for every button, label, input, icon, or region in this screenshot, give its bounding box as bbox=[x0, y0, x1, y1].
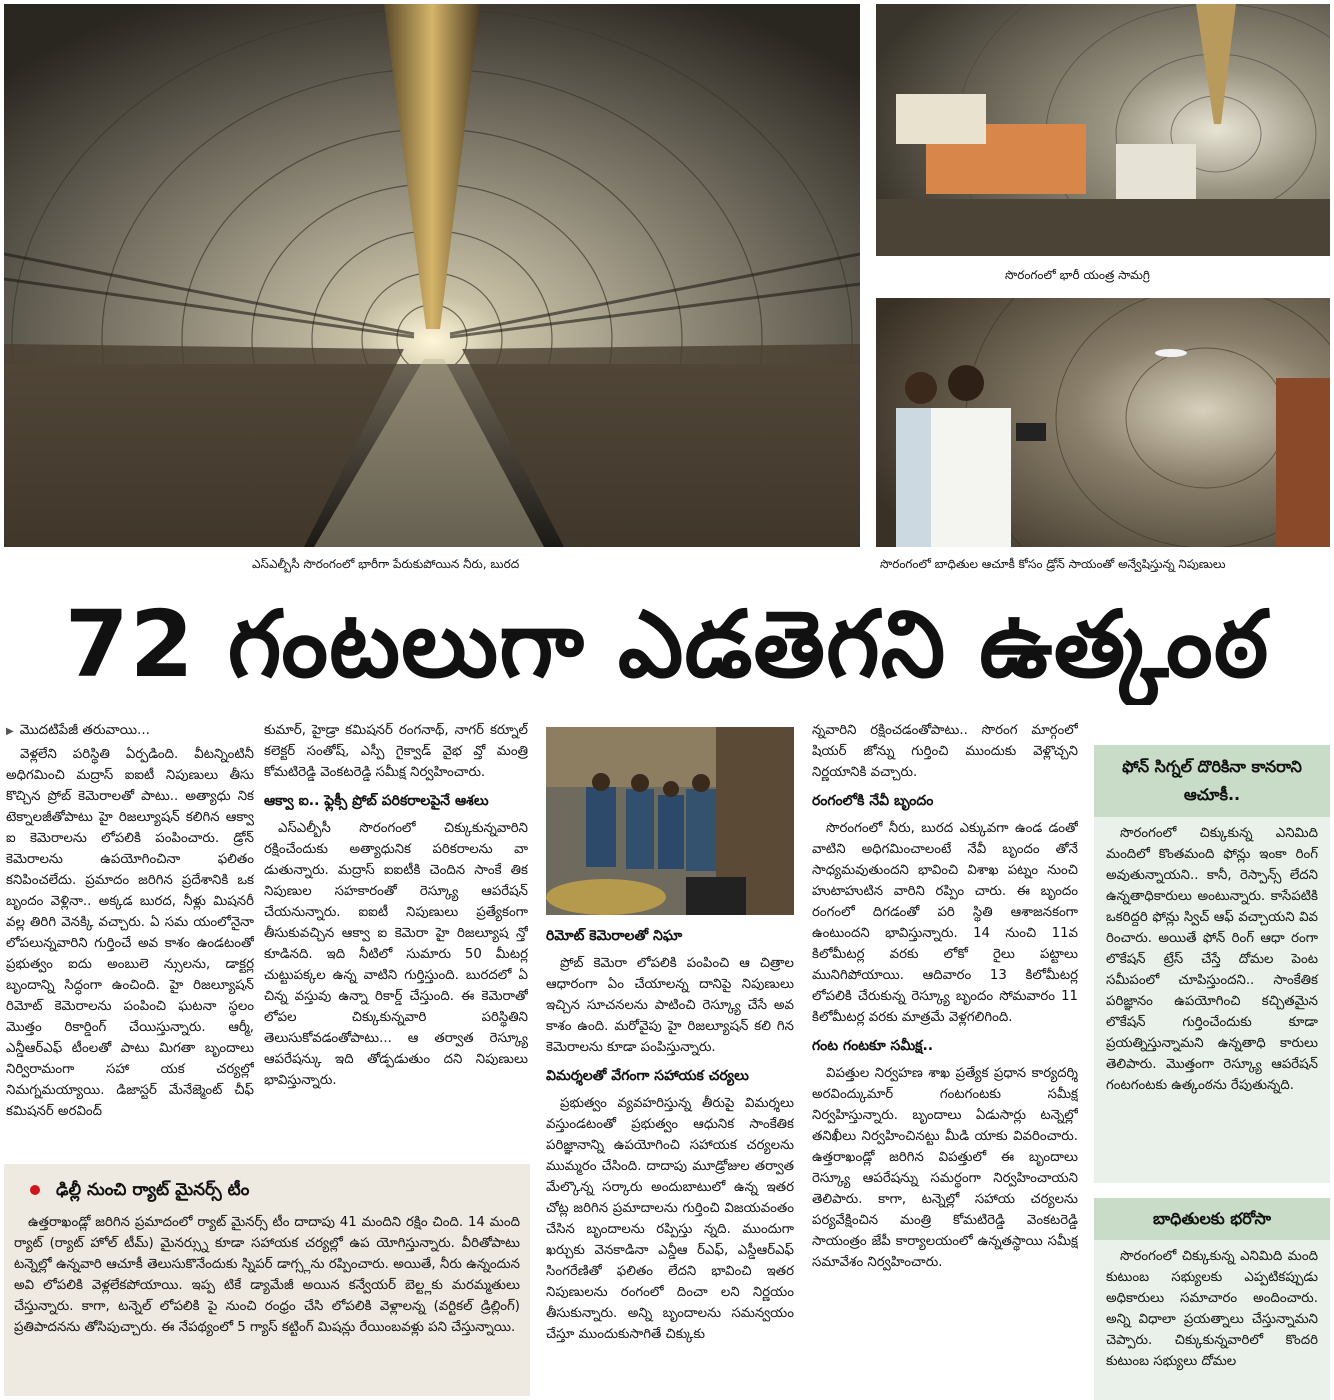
rat-miners-box bbox=[4, 1164, 530, 1396]
remote-camera-photo bbox=[546, 727, 794, 915]
kicker-text: మొదటిపేజీ తరువాయి... bbox=[19, 722, 150, 738]
article-column-2 bbox=[264, 720, 528, 1158]
red-bullet-icon bbox=[30, 1185, 40, 1195]
column-2-body-2: ఎస్ఎల్బీసీ సొరంగంలో చిక్కుకున్నవారిని రక్షించేందుకు అత్యాధునిక పరికరాలను వా డుతున్నారు. మద్రాస్ ఐఐటీకి చెందిన సాంకే తిక నిపుణుల సహకారంతో రెస్క్యూ ఆపరేషన్ చేయనున్నారు. ఐఐటీ నిపుణులు ప్రత్యేకంగా తీసుకువచ్చిన ఆక్వా ఐ కెమెరా హై రిజల్యూష న్తో కూడినది. ఇది నీటిలో సుమారు 50 మీటర్ల చుట్టుపక్కల ఉన్న వాటిని గుర్తిస్తుంది. బురదలో ఏ చిన్న వస్తువు ఉన్నా రికార్డ్ చేస్తుంది. ఈ కెమెరాతో లోపల చిక్కుకున్నవారి పరిస్థితిని తెలుసుకోవడంతోపాటు... ఆ తర్వాత రెస్క్యూ ఆపరేషన్కు ఇది తోడ్పడుతుం దని నిపుణులు భావిస్తున్నారు. bbox=[264, 821, 528, 1088]
subheading-aqua-eye: ఆక్వా ఐ.. ఫ్లెక్సీ ప్రోబ్ పరికరాలపైనే ఆశలు bbox=[264, 793, 489, 809]
rat-miners-body: ఉత్తరాఖండ్లో జరిగిన ప్రమాదంలో ర్యాట్ మైనర్స్ టీం దాదాపు 41 మందిని రక్షిం చింది. 14 మంది ర్యాట్ (ర్యాట్ హోల్ టీమ్) మైనర్స్ను కూడా సహాయక చర్యల్లో ఉప యోగిస్తున్నారు. వీరితోపాటు టన్నెల్లో ఉన్నవారి ఆచూకీ తెలుసుకొనేందుకు స్నిపర్ డాగ్స్లను రప్పించారు. అయితే, నీరు ఉన్నందున అవి లోపలికి వెళ్లలేకపోయాయి. ఇప్ప టికే డ్యామేజీ అయిన కన్వేయర్ బెల్ట్లకు మరమ్మతులు చేస్తున్నారు. కాగా, టన్నెల్ లోపలికి పై నుంచి రంధ్రం చేసి లోపలికి వెళ్లాలన్న (వర్టికల్ డ్రిల్లింగ్) ప్రతిపాదనను తోసిపుచ్చారు. ఈ నేపథ్యంలో 5 గ్యాస్ కట్టింగ్ మిషన్లు రేయింబవళ్లు పని చేస్తున్నాయి. bbox=[14, 1215, 520, 1335]
column-1-body: వెళ్లలేని పరిస్థితి ఏర్పడింది. వీటన్నింటినీ అధిగమించి మద్రాస్ ఐఐటీ నిపుణులు తీసు కొచ్చిన ప్రోబ్ కెమెరాలతో పాటు.. అత్యాధు నిక టెక్నాలజీతోపాటు హై రిజల్యూషన్ కలిగిన ఆక్వా ఐ కెమెరాలను లోపలికి పంపించారు. డ్రోన్ కెమెరాలను ఉపయోగించినా ఫలితం కనిపించలేదు. ప్రమాదం జరిగిన ప్రదేశానికి ఒక బృందం వెళ్లినా.. అక్కడ బురద, నీళ్లు మిషనరీ వల్ల తిరిగి వెనక్కి వచ్చారు. ఏ సమ యంలోనైనా లోపలున్నవారిని గుర్తించే అవ కాశం ఉండటంతో ప్రభుత్వం ఐదు అంబులె న్సులను, డాక్టర్ల బృందాన్ని సిద్ధంగా ఉంచింది. హై రిజల్యూషన్ రిమోట్ కెమెరాలను పంపించి ఘటనా స్థలం మొత్తం రికార్డింగ్ చేయిస్తున్నారు. ఆర్మీ, ఎన్డీఆర్ఎఫ్ టీంలతో పాటు మిగతా బృందాలు నిర్విరామంగా సహా యక చర్యల్లో నిమగ్నమయ్యాయి. డిజాస్టర్ మేనేజ్మెంట్ చీఫ్ కమిషనర్ అరవింద్ bbox=[6, 747, 254, 1119]
column-2-body-1: కుమార్, హైడ్రా కమిషనర్ రంగనాథ్, నాగర్ కర్నూల్ కలెక్టర్ సంతోష్, ఎస్పీ గైక్వాడ్ వైభ వ్తో మంత్రి కోమటిరెడ్డి వెంకటరెడ్డి సమీక్ష నిర్వహించారు. bbox=[264, 723, 528, 780]
column-4-body-1: న్నవారిని రక్షించడంతోపాటు.. సొరంగ మార్గంలో షియర్ జోన్ను గుర్తించి ముందుకు వెళ్లొచ్చని నిర్ణయానికి వచ్చారు. bbox=[812, 723, 1078, 780]
drone-experts-photo bbox=[876, 298, 1330, 547]
column-4-body-3: విపత్తుల నిర్వహణ శాఖ ప్రత్యేక ప్రధాన కార్యదర్శి అరవింద్కుమార్ గంటగంటకు సమీక్ష నిర్వహిస్తున్నారు. బృందాలు ఏడుసార్లు టన్నెల్లో తనిఖీలు నిర్వహించినట్టు మీడి యాకు వివరించారు. ఉత్తరాఖండ్లో జరిగిన విపత్తులో ఈ బృందాలు రెస్క్యూ ఆపరేషన్ను సమర్థంగా నిర్వహించాయని తెలిపారు. కాగా, టన్నెల్లో సహాయ చర్యలను పర్యవేక్షించిన మంత్రి కోమటిరెడ్డి వెంకటరెడ్డి సాయంత్రం జేపీ కార్యాలయంలో ఉన్నతస్థాయి సమీక్ష సమావేశం నిర్వహించారు. bbox=[812, 1066, 1078, 1270]
sidebar-reassurance-title: బాధితులకు భరోసా bbox=[1094, 1198, 1330, 1240]
column-4-body-2: సొరంగంలో నీరు, బురద ఎక్కువగా ఉండ డంతో వాటిని అధిగమించాలంటే నేవీ బృందం తోనే సాధ్యమవుతుందని భావించి విశాఖ పట్నం నుంచి హుటాహుటిన వారిని రప్పిం చారు. ఈ బృందం రంగంలో దిగడంతో పరి స్థితి ఆశాజనకంగా ఉంటుందని భావిస్తున్నారు. 14 నుంచి 11వ కిలోమీటర్ల వరకు లోకో రైలు పట్టాలు మునిగిపోయాయి. ఆదివారం 13 కిలోమీటర్ల లోపలికి చేరుకున్న రెస్క్యూ బృందం సోమవారం 11 కిలోమీటర్ల వరకు మాత్రమే వెళ్లగలిగింది. bbox=[812, 821, 1078, 1025]
sidebar-reassurance-body: సొరంగంలో చిక్కుకున్న ఎనిమిది మంది కుటుంబ సభ్యులకు ఎప్పటికప్పుడు అధికారులు సమాచారం అందించారు. అన్ని విధాలా ప్రయత్నాలు చేస్తున్నామని చెప్పారు. చిక్కుకున్నవారిలో కొందరి కుటుంబ సభ్యులు దోమల bbox=[1106, 1249, 1318, 1369]
article-column-4 bbox=[812, 720, 1078, 1400]
subheading-criticism: విమర్శలతో వేగంగా సహాయక చర్యలు bbox=[546, 1068, 749, 1084]
rat-miners-title-row bbox=[4, 1164, 530, 1212]
drone-photo-caption: సొరంగంలో బాధితుల ఆచూకీ కోసం డ్రోన్ సాయంతో అన్వేషిస్తున్న నిపుణులు bbox=[880, 557, 1226, 571]
column-3-body-1: ప్రోబ్ కెమెరా లోపలికి పంపించి ఆ చిత్రాల ఆధారంగా ఏం చేయాలన్న దానిపై నిపుణులు ఇచ్చిన సూచనలను పాటించి రెస్క్యూ చేసే అవ కాశం ఉంది. మరోవైపు హై రిజల్యూషన్ కలి గిన కెమెరాలను కూడా పంపిస్తున్నారు. bbox=[546, 956, 794, 1055]
article-column-3 bbox=[546, 926, 794, 1400]
machinery-photo bbox=[876, 4, 1330, 256]
continuation-kicker bbox=[6, 720, 254, 742]
page-headline: 72 గంటలుగా ఎడతెగని ఉత్కంఠ bbox=[64, 591, 1270, 698]
column-3-body-2: ప్రభుత్వం వ్యవహరిస్తున్న తీరుపై విమర్శలు వస్తుండటంతో ప్రభుత్వం ఆధునిక సాంకేతిక పరిజ్ఞానాన్ని ఉపయోగించి సహాయక చర్యలను ముమ్మరం చేసింది. దాదాపు మూడ్రోజుల తర్వాత మేల్కొన్న సర్కారు అందుబాటులో ఉన్న ఇతర చోట్ల జరిగిన ప్రమాదాలను గుర్తించి విజయవంతం చేసిన బృందాలను రప్పిస్తు న్నది. ముందుగా ఖర్చుకు వెనకాడినా ఎన్డీఆ ర్ఎఫ్, ఎస్డీఆర్ఎఫ్ సింగరేణితో ఫలితం లేదని భావించి ఇతర నిపుణులను రంగంలో దించా లని నిర్ణయం తీసుకున్నారు. అన్ని బృందాలను సమన్వయం చేస్తూ ముందుకుసాగితే చిక్కుకు bbox=[546, 1096, 794, 1342]
main-tunnel-photo bbox=[4, 4, 860, 547]
sidebar-phone-signal bbox=[1094, 745, 1330, 1183]
rat-miners-title: ఢిల్లీ నుంచి ర్యాట్ మైనర్స్ టీం bbox=[56, 1180, 250, 1200]
subheading-hourly-review: గంట గంటకూ సమీక్ష.. bbox=[812, 1038, 934, 1054]
article-column-1 bbox=[6, 720, 254, 1158]
triangle-icon: ▶ bbox=[6, 726, 14, 737]
subheading-navy-team: రంగంలోకి నేవీ బృందం bbox=[812, 793, 934, 809]
machinery-photo-caption: సొరంగంలో భారీ యంత్ర సామగ్రి bbox=[1005, 268, 1150, 282]
main-photo-caption: ఎస్ఎల్బీసీ సొరంగంలో భారీగా పేరుకుపోయిన నీరు, బురద bbox=[252, 557, 520, 571]
sidebar-phone-signal-title: ఫోన్ సిగ్నల్ దొరికినా కానరాని ఆచూకీ.. bbox=[1094, 745, 1330, 817]
sidebar-phone-signal-body: సొరంగంలో చిక్కుకున్న ఎనిమిది మందిలో కొంతమంది ఫోన్లు ఇంకా రింగ్ అవుతున్నాయని.. కానీ, రెస్పాన్స్ లేదని ఉన్నతాధికారులు అంటున్నారు. కాసేపటికి ఒకరిద్దరి ఫోన్లు స్విచ్ ఆఫ్ వచ్చాయని వివ రించారు. అయితే ఫోన్ రింగ్ ఆధా రంగా లొకేషన్ ట్రేస్ చేస్తే దోమల పెంట సమీపంలో చూపిస్తుందని.. సాంకేతిక పరిజ్ఞానం ఉపయోగించి కచ్చితమైన లొకేషన్ గుర్తించేందుకు కూడా ప్రయత్నిస్తున్నామని ఉన్నతాధి కారులు తెలిపారు. మొత్తంగా రెస్క్యూ ఆపరేషన్ గంటగంటకు ఉత్కంఠను రేపుతున్నది. bbox=[1106, 826, 1318, 1093]
sidebar-reassurance bbox=[1094, 1198, 1330, 1400]
photo-subheading-remote-camera: రిమోట్ కెమెరాలతో నిఘా bbox=[546, 928, 683, 944]
